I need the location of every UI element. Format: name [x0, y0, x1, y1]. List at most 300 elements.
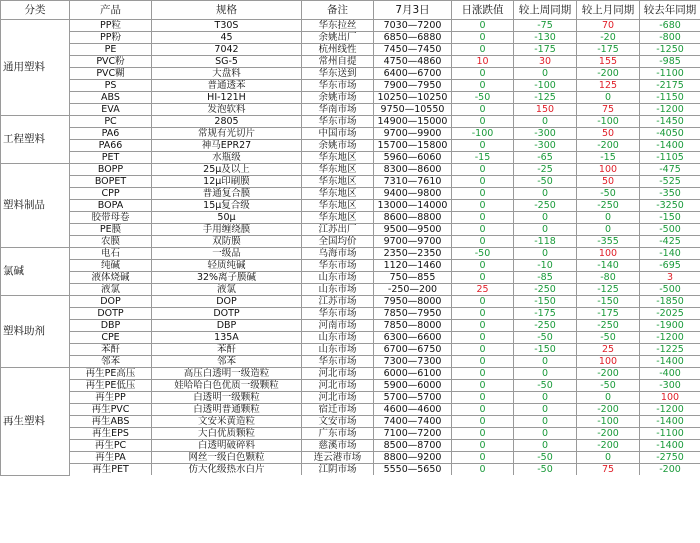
- daily-change-cell: 0: [452, 260, 514, 272]
- price-cell: 6000—6100: [374, 368, 452, 380]
- table-row: [1, 380, 700, 392]
- year-change-cell: -680: [640, 20, 700, 32]
- product-cell: BOPP: [70, 164, 152, 176]
- note-cell: 余姚市场: [302, 92, 374, 104]
- year-change-cell: -1200: [640, 104, 700, 116]
- spec-cell: DOP: [152, 296, 302, 308]
- month-change-cell: -150: [577, 296, 640, 308]
- daily-change-cell: 0: [452, 368, 514, 380]
- month-change-cell: 100: [577, 164, 640, 176]
- year-change-cell: -1100: [640, 428, 700, 440]
- note-cell: 华东地区: [302, 188, 374, 200]
- spec-cell: T30S: [152, 20, 302, 32]
- spec-cell: 15μ复合级: [152, 200, 302, 212]
- note-cell: 华东市场: [302, 80, 374, 92]
- spec-cell: 常规有光切片: [152, 128, 302, 140]
- price-cell: 9700—9900: [374, 128, 452, 140]
- category-cell: 塑料制品: [1, 164, 70, 248]
- note-cell: 河北市场: [302, 392, 374, 404]
- table-row: [1, 212, 700, 224]
- price-cell: 7850—7950: [374, 308, 452, 320]
- daily-change-cell: 0: [452, 44, 514, 56]
- price-cell: 2350—2350: [374, 248, 452, 260]
- product-cell: 再生PE低压: [70, 380, 152, 392]
- table-row: [1, 116, 700, 128]
- spec-cell: 12μ印刷膜: [152, 176, 302, 188]
- year-change-cell: -4050: [640, 128, 700, 140]
- year-change-cell: -800: [640, 32, 700, 44]
- year-change-cell: -1200: [640, 332, 700, 344]
- daily-change-cell: 0: [452, 356, 514, 368]
- year-change-cell: -2750: [640, 452, 700, 464]
- column-header: 7月3日: [374, 1, 452, 20]
- daily-change-cell: 0: [452, 212, 514, 224]
- price-cell: 1120—1460: [374, 260, 452, 272]
- table-row: [1, 236, 700, 248]
- price-cell: 7100—7200: [374, 428, 452, 440]
- price-cell: 5700—5700: [374, 392, 452, 404]
- note-cell: 乌海市场: [302, 248, 374, 260]
- month-change-cell: -50: [577, 380, 640, 392]
- price-cell: 750—855: [374, 272, 452, 284]
- table-row: [1, 188, 700, 200]
- note-cell: 全国均价: [302, 236, 374, 248]
- daily-change-cell: 0: [452, 224, 514, 236]
- month-change-cell: -200: [577, 368, 640, 380]
- month-change-cell: -50: [577, 332, 640, 344]
- year-change-cell: -1200: [640, 404, 700, 416]
- column-header: 较上月同期: [577, 1, 640, 20]
- price-cell: 5900—6000: [374, 380, 452, 392]
- category-cell: 塑料助剂: [1, 296, 70, 368]
- year-change-cell: -1400: [640, 416, 700, 428]
- year-change-cell: -2025: [640, 308, 700, 320]
- daily-change-cell: 25: [452, 284, 514, 296]
- table-row: [1, 296, 700, 308]
- month-change-cell: 75: [577, 104, 640, 116]
- price-cell: 15700—15800: [374, 140, 452, 152]
- table-row: [1, 464, 700, 476]
- week-change-cell: -175: [514, 44, 577, 56]
- category-cell: 工程塑料: [1, 116, 70, 164]
- table-row: [1, 56, 700, 68]
- month-change-cell: 25: [577, 344, 640, 356]
- table-row: [1, 404, 700, 416]
- spec-cell: 25μ及以上: [152, 164, 302, 176]
- table-row: [1, 356, 700, 368]
- month-change-cell: -200: [577, 428, 640, 440]
- note-cell: 常州自提: [302, 56, 374, 68]
- table-row: [1, 284, 700, 296]
- month-change-cell: 75: [577, 464, 640, 476]
- product-cell: PA6: [70, 128, 152, 140]
- week-change-cell: -250: [514, 200, 577, 212]
- month-change-cell: 0: [577, 212, 640, 224]
- product-cell: 苯酐: [70, 344, 152, 356]
- month-change-cell: 125: [577, 80, 640, 92]
- note-cell: 山东市场: [302, 332, 374, 344]
- daily-change-cell: 0: [452, 116, 514, 128]
- month-change-cell: 50: [577, 128, 640, 140]
- spec-cell: DOTP: [152, 308, 302, 320]
- week-change-cell: 0: [514, 416, 577, 428]
- product-cell: 液氯: [70, 284, 152, 296]
- product-cell: 纯碱: [70, 260, 152, 272]
- month-change-cell: -100: [577, 116, 640, 128]
- price-cell: 7030—7200: [374, 20, 452, 32]
- price-cell: 6400—6700: [374, 68, 452, 80]
- week-change-cell: -25: [514, 164, 577, 176]
- month-change-cell: 0: [577, 92, 640, 104]
- note-cell: 华东地区: [302, 176, 374, 188]
- spec-cell: 2805: [152, 116, 302, 128]
- daily-change-cell: 10: [452, 56, 514, 68]
- week-change-cell: 0: [514, 368, 577, 380]
- daily-change-cell: 0: [452, 272, 514, 284]
- category-cell: 通用塑料: [1, 20, 70, 116]
- product-cell: PS: [70, 80, 152, 92]
- year-change-cell: -1400: [640, 440, 700, 452]
- product-cell: 再生PE高压: [70, 368, 152, 380]
- note-cell: 华东地区: [302, 152, 374, 164]
- spec-cell: 仿大化级热水白片: [152, 464, 302, 476]
- price-cell: 9750—10550: [374, 104, 452, 116]
- month-change-cell: -200: [577, 140, 640, 152]
- daily-change-cell: 0: [452, 428, 514, 440]
- spec-cell: 液氯: [152, 284, 302, 296]
- week-change-cell: -50: [514, 452, 577, 464]
- daily-change-cell: 0: [452, 308, 514, 320]
- week-change-cell: -250: [514, 320, 577, 332]
- daily-change-cell: 0: [452, 176, 514, 188]
- spec-cell: DBP: [152, 320, 302, 332]
- product-cell: 液体烧碱: [70, 272, 152, 284]
- month-change-cell: -250: [577, 200, 640, 212]
- note-cell: 华东地区: [302, 212, 374, 224]
- month-change-cell: -80: [577, 272, 640, 284]
- table-row: [1, 92, 700, 104]
- daily-change-cell: 0: [452, 404, 514, 416]
- daily-change-cell: 0: [452, 104, 514, 116]
- week-change-cell: -125: [514, 92, 577, 104]
- table-row: [1, 344, 700, 356]
- note-cell: 余姚市场: [302, 140, 374, 152]
- daily-change-cell: 0: [452, 440, 514, 452]
- week-change-cell: -10: [514, 260, 577, 272]
- table-row: [1, 128, 700, 140]
- note-cell: 华东地区: [302, 200, 374, 212]
- week-change-cell: 0: [514, 404, 577, 416]
- table-row: [1, 392, 700, 404]
- daily-change-cell: 0: [452, 68, 514, 80]
- year-change-cell: -500: [640, 284, 700, 296]
- daily-change-cell: 0: [452, 20, 514, 32]
- price-cell: 9700—9700: [374, 236, 452, 248]
- note-cell: 山东市场: [302, 344, 374, 356]
- product-cell: 再生PP: [70, 392, 152, 404]
- month-change-cell: -50: [577, 188, 640, 200]
- month-change-cell: -250: [577, 320, 640, 332]
- table-row: [1, 200, 700, 212]
- spec-cell: HI-121H: [152, 92, 302, 104]
- price-cell: 6700—6750: [374, 344, 452, 356]
- table-row: [1, 32, 700, 44]
- note-cell: 山东市场: [302, 284, 374, 296]
- year-change-cell: -3250: [640, 200, 700, 212]
- note-cell: 河北市场: [302, 380, 374, 392]
- year-change-cell: -1150: [640, 92, 700, 104]
- note-cell: 山东市场: [302, 272, 374, 284]
- product-cell: BOPA: [70, 200, 152, 212]
- note-cell: 华南市场: [302, 104, 374, 116]
- week-change-cell: 0: [514, 248, 577, 260]
- table-row: [1, 308, 700, 320]
- spec-cell: 普通复合膜: [152, 188, 302, 200]
- year-change-cell: -695: [640, 260, 700, 272]
- year-change-cell: -1400: [640, 356, 700, 368]
- year-change-cell: 100: [640, 392, 700, 404]
- month-change-cell: -175: [577, 308, 640, 320]
- month-change-cell: -200: [577, 404, 640, 416]
- month-change-cell: -200: [577, 68, 640, 80]
- spec-cell: 大盘料: [152, 68, 302, 80]
- table-row: [1, 248, 700, 260]
- daily-change-cell: 0: [452, 32, 514, 44]
- table-row: [1, 104, 700, 116]
- week-change-cell: -250: [514, 284, 577, 296]
- price-cell: 6850—6880: [374, 32, 452, 44]
- daily-change-cell: 0: [452, 464, 514, 476]
- week-change-cell: 30: [514, 56, 577, 68]
- product-cell: DOTP: [70, 308, 152, 320]
- daily-change-cell: 0: [452, 80, 514, 92]
- month-change-cell: -355: [577, 236, 640, 248]
- table-row: [1, 440, 700, 452]
- daily-change-cell: 0: [452, 296, 514, 308]
- spec-cell: 7042: [152, 44, 302, 56]
- note-cell: 华东市场: [302, 260, 374, 272]
- note-cell: 江苏出厂: [302, 224, 374, 236]
- daily-change-cell: 0: [452, 380, 514, 392]
- price-cell: 8800—9200: [374, 452, 452, 464]
- month-change-cell: -200: [577, 440, 640, 452]
- price-cell: 7450—7450: [374, 44, 452, 56]
- spec-cell: 娃哈哈白色优质一级颗粒: [152, 380, 302, 392]
- spec-cell: 白透明一级颗粒: [152, 392, 302, 404]
- month-change-cell: 0: [577, 224, 640, 236]
- price-cell: 7310—7610: [374, 176, 452, 188]
- product-cell: PET: [70, 152, 152, 164]
- spec-cell: 白透明破碎料: [152, 440, 302, 452]
- week-change-cell: 0: [514, 224, 577, 236]
- category-cell: 再生塑料: [1, 368, 70, 476]
- price-cell: 9500—9500: [374, 224, 452, 236]
- week-change-cell: 0: [514, 188, 577, 200]
- price-cell: 7400—7400: [374, 416, 452, 428]
- year-change-cell: -2175: [640, 80, 700, 92]
- month-change-cell: -20: [577, 32, 640, 44]
- product-cell: EVA: [70, 104, 152, 116]
- year-change-cell: -475: [640, 164, 700, 176]
- spec-cell: 一级品: [152, 248, 302, 260]
- year-change-cell: -1105: [640, 152, 700, 164]
- price-cell: 7850—8000: [374, 320, 452, 332]
- spec-cell: 水瓶级: [152, 152, 302, 164]
- product-cell: 电石: [70, 248, 152, 260]
- table-body: [1, 20, 700, 476]
- week-change-cell: 0: [514, 356, 577, 368]
- note-cell: 文安市场: [302, 416, 374, 428]
- spec-cell: 普通透苯: [152, 80, 302, 92]
- column-header: 产品: [70, 1, 152, 20]
- product-cell: ABS: [70, 92, 152, 104]
- spec-cell: 双防膜: [152, 236, 302, 248]
- spec-cell: 32%离子膜碱: [152, 272, 302, 284]
- product-cell: PVC粉: [70, 56, 152, 68]
- note-cell: 慈溪市场: [302, 440, 374, 452]
- price-cell: 8500—8700: [374, 440, 452, 452]
- daily-change-cell: -50: [452, 248, 514, 260]
- column-header: 分类: [1, 1, 70, 20]
- spec-cell: SG-5: [152, 56, 302, 68]
- table-row: [1, 20, 700, 32]
- week-change-cell: -50: [514, 380, 577, 392]
- price-cell: 14900—15000: [374, 116, 452, 128]
- week-change-cell: -118: [514, 236, 577, 248]
- product-cell: 农膜: [70, 236, 152, 248]
- week-change-cell: -300: [514, 140, 577, 152]
- table-row: [1, 140, 700, 152]
- note-cell: 河北市场: [302, 368, 374, 380]
- product-cell: BOPET: [70, 176, 152, 188]
- table-row: [1, 320, 700, 332]
- product-cell: CPP: [70, 188, 152, 200]
- daily-change-cell: 0: [452, 452, 514, 464]
- product-cell: PE膜: [70, 224, 152, 236]
- note-cell: 华东市场: [302, 308, 374, 320]
- spec-cell: 神马EPR27: [152, 140, 302, 152]
- product-cell: 再生PC: [70, 440, 152, 452]
- year-change-cell: -525: [640, 176, 700, 188]
- week-change-cell: -150: [514, 296, 577, 308]
- week-change-cell: -75: [514, 20, 577, 32]
- week-change-cell: 0: [514, 68, 577, 80]
- spec-cell: 文安米黄造粒: [152, 416, 302, 428]
- week-change-cell: 0: [514, 116, 577, 128]
- spec-cell: 苯酐: [152, 344, 302, 356]
- month-change-cell: 155: [577, 56, 640, 68]
- week-change-cell: 0: [514, 212, 577, 224]
- year-change-cell: -1100: [640, 68, 700, 80]
- year-change-cell: -1850: [640, 296, 700, 308]
- month-change-cell: -175: [577, 44, 640, 56]
- year-change-cell: -1400: [640, 140, 700, 152]
- column-header: 较去年同期: [640, 1, 700, 20]
- column-header: 较上周同期: [514, 1, 577, 20]
- product-cell: PP粒: [70, 20, 152, 32]
- note-cell: 华东市场: [302, 116, 374, 128]
- spec-cell: 邻苯: [152, 356, 302, 368]
- table-row: [1, 272, 700, 284]
- year-change-cell: -400: [640, 368, 700, 380]
- week-change-cell: -150: [514, 344, 577, 356]
- product-cell: 再生PVC: [70, 404, 152, 416]
- month-change-cell: 0: [577, 392, 640, 404]
- spec-cell: 白透明普通颗粒: [152, 404, 302, 416]
- daily-change-cell: 0: [452, 164, 514, 176]
- year-change-cell: 3: [640, 272, 700, 284]
- daily-change-cell: 0: [452, 332, 514, 344]
- month-change-cell: 50: [577, 176, 640, 188]
- year-change-cell: -985: [640, 56, 700, 68]
- column-header: 日涨跌值: [452, 1, 514, 20]
- week-change-cell: -300: [514, 128, 577, 140]
- daily-change-cell: 0: [452, 188, 514, 200]
- product-cell: CPE: [70, 332, 152, 344]
- month-change-cell: -140: [577, 260, 640, 272]
- price-cell: 7900—7950: [374, 80, 452, 92]
- product-cell: PP粉: [70, 32, 152, 44]
- year-change-cell: -1250: [640, 44, 700, 56]
- product-cell: 再生ABS: [70, 416, 152, 428]
- price-cell: 10250—10250: [374, 92, 452, 104]
- product-cell: DOP: [70, 296, 152, 308]
- week-change-cell: -65: [514, 152, 577, 164]
- product-cell: PC: [70, 116, 152, 128]
- note-cell: 中国市场: [302, 128, 374, 140]
- week-change-cell: 0: [514, 440, 577, 452]
- category-cell: 氯碱: [1, 248, 70, 296]
- month-change-cell: 0: [577, 452, 640, 464]
- daily-change-cell: 0: [452, 140, 514, 152]
- table-row: [1, 44, 700, 56]
- month-change-cell: -15: [577, 152, 640, 164]
- daily-change-cell: -100: [452, 128, 514, 140]
- year-change-cell: -200: [640, 464, 700, 476]
- note-cell: 华东地区: [302, 164, 374, 176]
- year-change-cell: -425: [640, 236, 700, 248]
- year-change-cell: -300: [640, 380, 700, 392]
- column-header: 备注: [302, 1, 374, 20]
- week-change-cell: 0: [514, 428, 577, 440]
- product-cell: 邻苯: [70, 356, 152, 368]
- month-change-cell: 100: [577, 248, 640, 260]
- product-cell: PE: [70, 44, 152, 56]
- spec-cell: 网丝一级白色颗粒: [152, 452, 302, 464]
- table-row: [1, 428, 700, 440]
- product-cell: 胶带母卷: [70, 212, 152, 224]
- note-cell: 宿迁市场: [302, 404, 374, 416]
- note-cell: 江阴市场: [302, 464, 374, 476]
- table-row: [1, 164, 700, 176]
- note-cell: 华东拉丝: [302, 20, 374, 32]
- note-cell: 杭州线性: [302, 44, 374, 56]
- daily-change-cell: 0: [452, 320, 514, 332]
- price-cell: 8300—8600: [374, 164, 452, 176]
- spec-cell: 轻质纯碱: [152, 260, 302, 272]
- daily-change-cell: -50: [452, 92, 514, 104]
- spec-cell: 135A: [152, 332, 302, 344]
- spec-cell: 发泡软料: [152, 104, 302, 116]
- month-change-cell: 100: [577, 356, 640, 368]
- table-row: [1, 332, 700, 344]
- daily-change-cell: -15: [452, 152, 514, 164]
- price-cell: -250—200: [374, 284, 452, 296]
- price-cell: 4600—4600: [374, 404, 452, 416]
- daily-change-cell: 0: [452, 200, 514, 212]
- product-cell: PVC糊: [70, 68, 152, 80]
- price-cell: 7950—8000: [374, 296, 452, 308]
